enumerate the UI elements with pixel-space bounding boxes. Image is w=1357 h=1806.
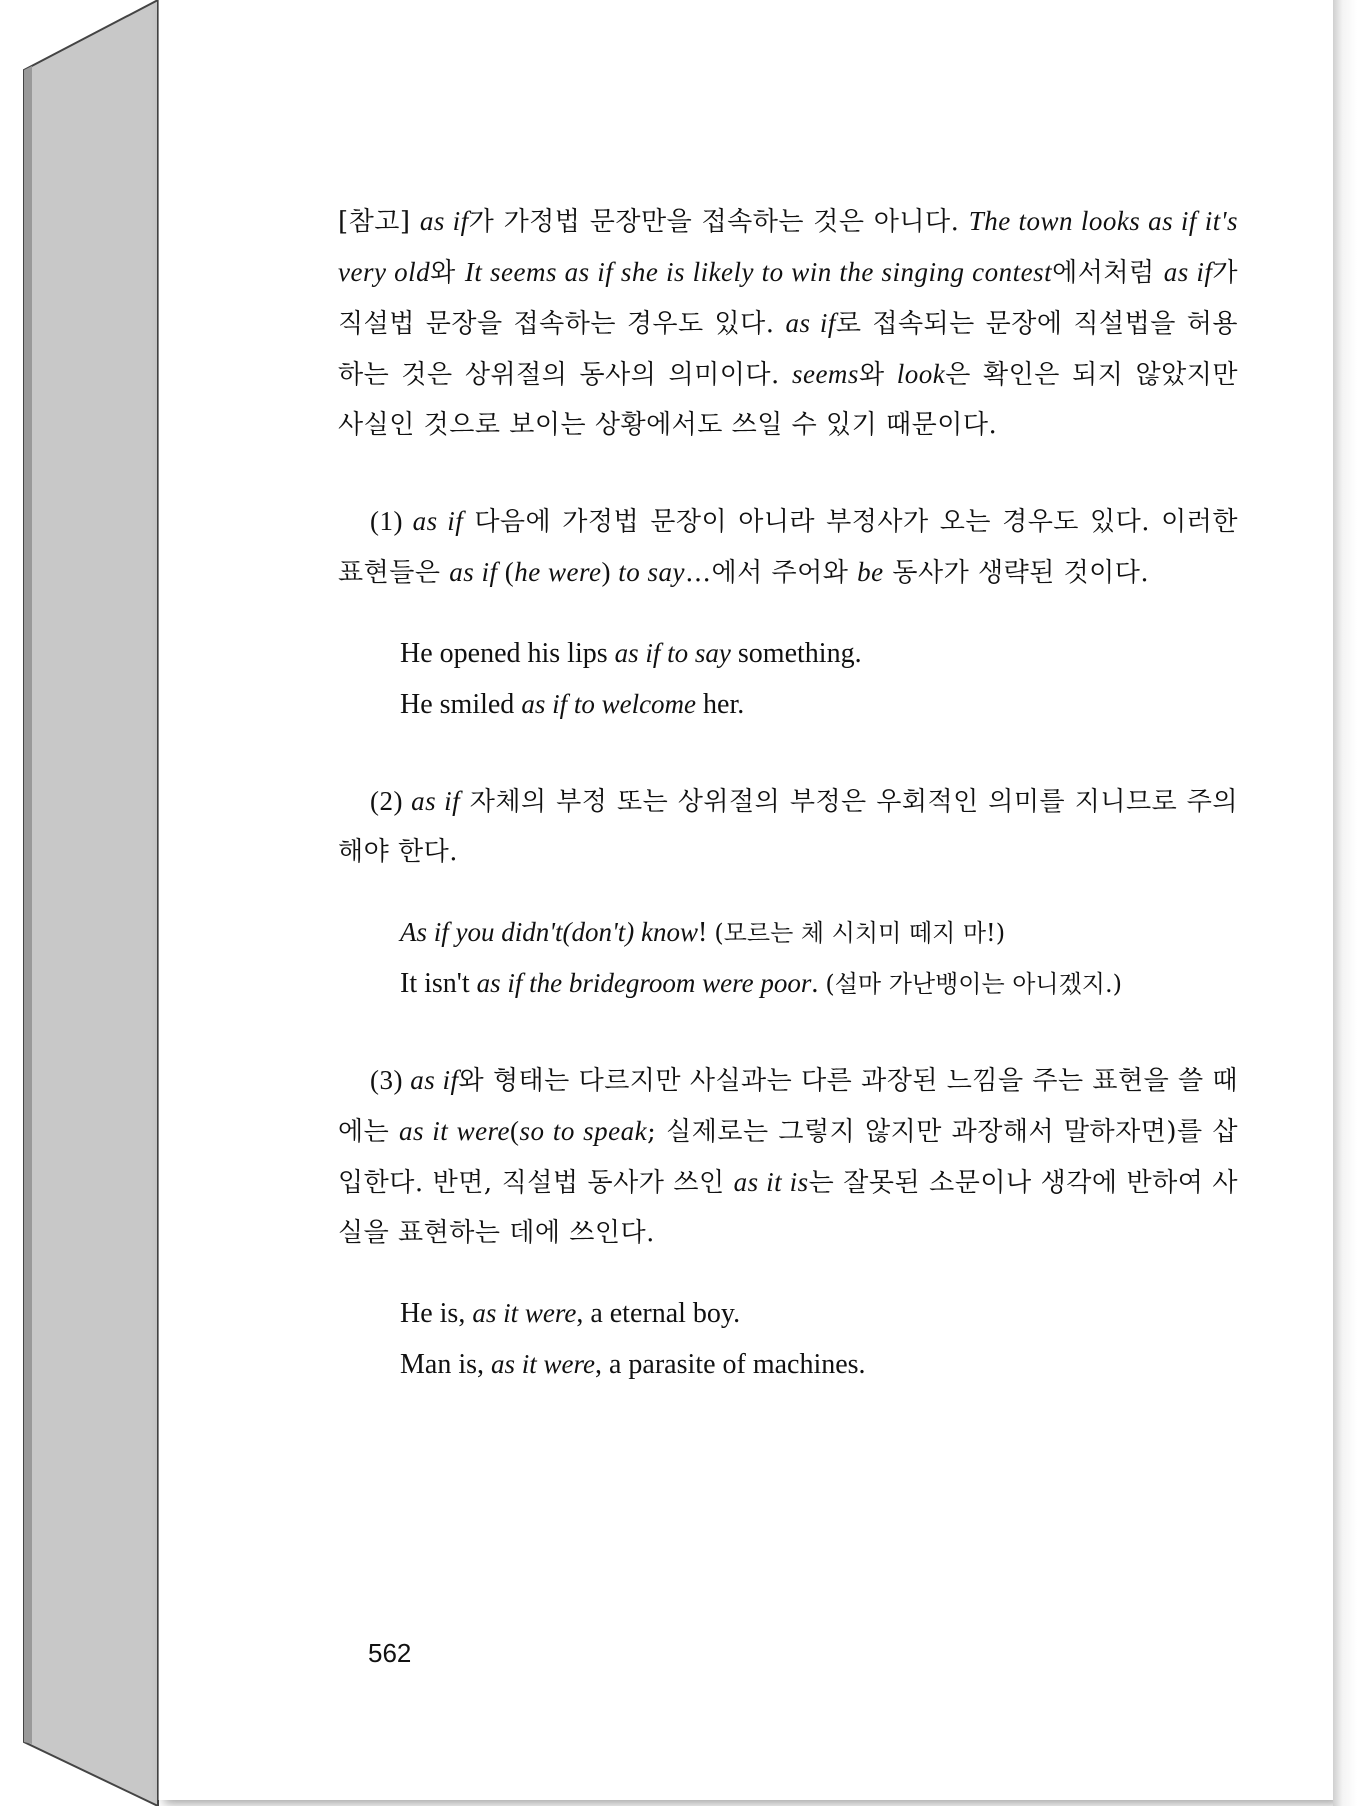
example-sentence: As if you didn't(don't) know! (모르는 체 시치미 떼지 마!) <box>400 917 1006 948</box>
page-number: 562 <box>368 1638 412 1668</box>
note-label: [참고] <box>338 207 420 237</box>
section-1-paragraph: (1) as if 다음에 가정법 문장이 아니라 부정사가 오는 경우도 있다. 이러한 표현들은 as if (he were) to say…에서 주어와 be 동사가 생략된 것이다. <box>338 506 1238 588</box>
book-spine-side <box>0 0 160 1806</box>
example-sentence: Man is, as it were, a parasite of machines. <box>400 1349 866 1380</box>
example-sentence: It isn't as if the bridegroom were poor. (설마 가난뱅이는 아니겠지.) <box>400 968 1122 999</box>
page-edge <box>1333 0 1357 1806</box>
section-2-examples <box>338 907 1238 1009</box>
example-sentence: He smiled as if to welcome her. <box>400 689 745 720</box>
section-1-examples <box>338 628 1238 730</box>
example-sentence: He is, as it were, a eternal boy. <box>400 1298 741 1329</box>
section-3-paragraph: (3) as if와 형태는 다르지만 사실과는 다른 과장된 느낌을 주는 표현을 쓸 때에는 as it were(so to speak; 실제로는 그렇지 않지만 과장해서 말하자면)를 삽입한다. 반면, 직설법 동사가 쓰인 as it is는 잘못된 소문이나 생각에 반하여 사실을 표현하는 데에 쓰인다. <box>338 1065 1239 1248</box>
example-sentence: He opened his lips as if to say something. <box>400 638 862 669</box>
page-content <box>338 196 1238 1390</box>
section-2-paragraph: (2) as if 자체의 부정 또는 상위절의 부정은 우회적인 의미를 지니므로 주의해야 한다. <box>338 786 1239 867</box>
reference-note: [참고] as if가 가정법 문장만을 접속하는 것은 아니다. The town looks as if it's very old와 It seems as if she is likely to win the singing contest에서처럼 as if가 직설법 문장을 접속하는 경우도 있다. as if로 접속되는 문장에 직설법을 허용하는 것은 상위절의 동사의 의미이다. seems와 look은 확인은 되지 않았지만 사실인 것으로 보이는 상황에서도 쓰일 수 있기 때문이다. <box>338 206 1239 440</box>
section-3-examples <box>338 1288 1238 1390</box>
